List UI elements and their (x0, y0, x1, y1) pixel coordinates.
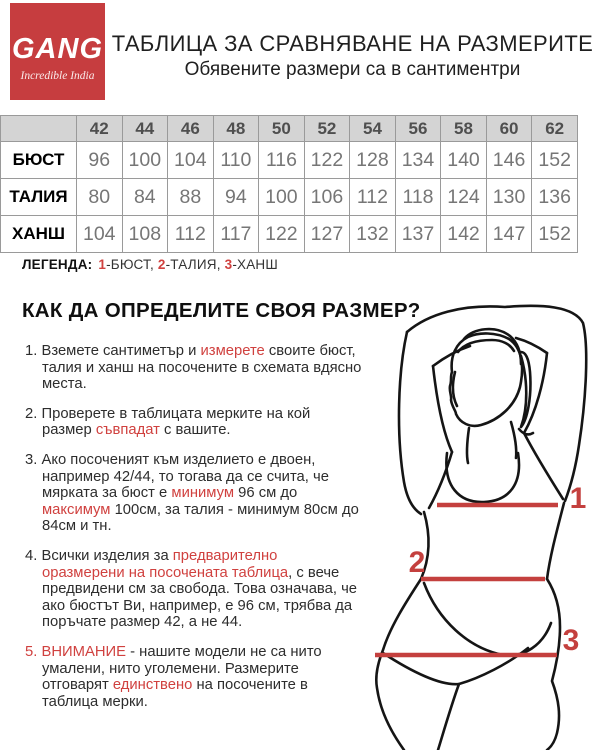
size-figure (370, 295, 600, 750)
size-value-cell: 80 (77, 179, 123, 216)
instruction-text: 96 см до (234, 485, 298, 502)
size-column-header: 48 (213, 116, 259, 142)
legend-item-name: -БЮСТ, (106, 257, 158, 272)
size-value-cell: 137 (395, 216, 441, 253)
size-column-header: 62 (532, 116, 578, 142)
instruction-text: Всички изделия за (41, 547, 173, 564)
instruction-text: 100см, за талия - минимум 80см до 84см и тн. (42, 501, 359, 535)
size-column-header: 56 (395, 116, 441, 142)
instructions-list (25, 343, 363, 723)
instruction-text: максимум (42, 501, 111, 518)
instruction-text: , с вече предвидени см за свобода. Това означава, че ако бюстът Ви, например, е 96 см, трябва да поръчате размер 42, а не 44. (42, 564, 358, 631)
legend-items (98, 257, 278, 272)
size-table-row (1, 216, 578, 253)
instruction-text: ВНИМАНИЕ (41, 643, 127, 660)
size-value-cell: 152 (532, 142, 578, 179)
size-value-cell: 152 (532, 216, 578, 253)
size-value-cell: 100 (122, 142, 168, 179)
instruction-text: минимум (171, 485, 235, 502)
instruction-item (25, 644, 363, 710)
brand-name: GANG (12, 33, 103, 65)
size-value-cell: 100 (259, 179, 305, 216)
size-table-row (1, 179, 578, 216)
measurement-row-label: ТАЛИЯ (1, 179, 77, 216)
size-value-cell: 112 (350, 179, 396, 216)
instruction-text: предварително оразмерени на посочената таблица (42, 547, 289, 581)
size-value-cell: 106 (304, 179, 350, 216)
size-value-cell: 116 (259, 142, 305, 179)
size-column-header: 50 (259, 116, 305, 142)
waist-line-label: 2 (408, 546, 426, 579)
legend-label: ЛЕГЕНДА: (22, 257, 93, 272)
size-table-row (1, 142, 578, 179)
size-value-cell: 134 (395, 142, 441, 179)
instruction-number: 1. (25, 343, 42, 359)
size-value-cell: 136 (532, 179, 578, 216)
brand-logo (10, 3, 105, 100)
instruction-text: съвпадат (95, 422, 160, 439)
legend-item-number: 1 (98, 257, 107, 272)
instruction-item (25, 452, 363, 535)
size-value-cell: 104 (168, 142, 214, 179)
size-value-cell: 147 (486, 216, 532, 253)
size-value-cell: 122 (259, 216, 305, 253)
legend-item-number: 3 (224, 257, 233, 272)
instruction-text: на посочените в таблица мерки. (42, 677, 308, 710)
size-value-cell: 96 (77, 142, 123, 179)
size-value-cell: 88 (168, 179, 214, 216)
size-table-corner-cell (1, 116, 77, 142)
instruction-text: с вашите. (159, 422, 231, 439)
legend-item-number: 2 (157, 257, 166, 272)
size-value-cell: 140 (441, 142, 487, 179)
howto-heading: КАК ДА ОПРЕДЕЛИТЕ СВОЯ РАЗМЕР? (22, 299, 421, 322)
size-column-header: 46 (168, 116, 214, 142)
instruction-text: измерете (200, 343, 265, 359)
size-value-cell: 124 (441, 179, 487, 216)
size-column-header: 60 (486, 116, 532, 142)
size-column-header: 52 (304, 116, 350, 142)
size-value-cell: 117 (213, 216, 259, 253)
measurement-lines (375, 482, 586, 657)
legend (22, 257, 278, 272)
size-value-cell: 146 (486, 142, 532, 179)
figure-svg (370, 295, 600, 750)
page-title: ТАБЛИЦА ЗА СРАВНЯВАНЕ НА РАЗМЕРИТЕ (111, 31, 594, 56)
size-value-cell: 130 (486, 179, 532, 216)
size-column-header: 54 (350, 116, 396, 142)
size-value-cell: 142 (441, 216, 487, 253)
instruction-item (25, 343, 363, 393)
instruction-number: 4. (25, 547, 42, 564)
size-table (0, 115, 578, 253)
size-value-cell: 108 (122, 216, 168, 253)
instruction-text: своите бюст, талия и ханш на посочените в схемата вдясно места. (42, 343, 362, 393)
measurement-row-label: ХАНШ (1, 216, 77, 253)
instruction-text: единствено (112, 677, 193, 694)
size-table-head (1, 116, 578, 142)
instruction-text: Проверете в таблицата мерките на кой размер (41, 405, 311, 439)
size-value-cell: 110 (213, 142, 259, 179)
size-value-cell: 94 (213, 179, 259, 216)
instruction-text: Ако посоченият към изделието е двоен, например 42/44, то тогава да се счита, че мярката за бюст е (41, 451, 329, 502)
legend-item-name: -ТАЛИЯ, (165, 257, 225, 272)
size-value-cell: 112 (168, 216, 214, 253)
page-subtitle: Обявените размери са в сантиментри (184, 59, 521, 81)
figure-outline (376, 306, 586, 750)
instruction-item (25, 406, 363, 439)
instruction-number: 5. (25, 643, 42, 660)
size-column-header: 44 (122, 116, 168, 142)
size-table-body (1, 142, 578, 253)
size-value-cell: 122 (304, 142, 350, 179)
legend-item-name: -ХАНШ (232, 257, 278, 272)
size-column-header: 42 (77, 116, 123, 142)
measurement-row-label: БЮСТ (1, 142, 77, 179)
size-value-cell: 132 (350, 216, 396, 253)
size-value-cell: 128 (350, 142, 396, 179)
size-value-cell: 127 (304, 216, 350, 253)
instruction-number: 2. (25, 405, 42, 422)
hip-line-label: 3 (562, 624, 580, 657)
instruction-number: 3. (25, 451, 42, 468)
size-value-cell: 118 (395, 179, 441, 216)
size-column-header: 58 (441, 116, 487, 142)
instruction-text: - нашите модели не са нито умалени, нито уголемени. Размерите отговарят (42, 643, 322, 694)
page-header (105, 31, 600, 81)
size-value-cell: 104 (77, 216, 123, 253)
brand-tagline: Incredible India (20, 70, 95, 82)
instruction-item (25, 548, 363, 631)
size-value-cell: 84 (122, 179, 168, 216)
bust-line-label: 1 (569, 482, 587, 515)
instruction-text: Вземете сантиметър и (41, 343, 201, 359)
